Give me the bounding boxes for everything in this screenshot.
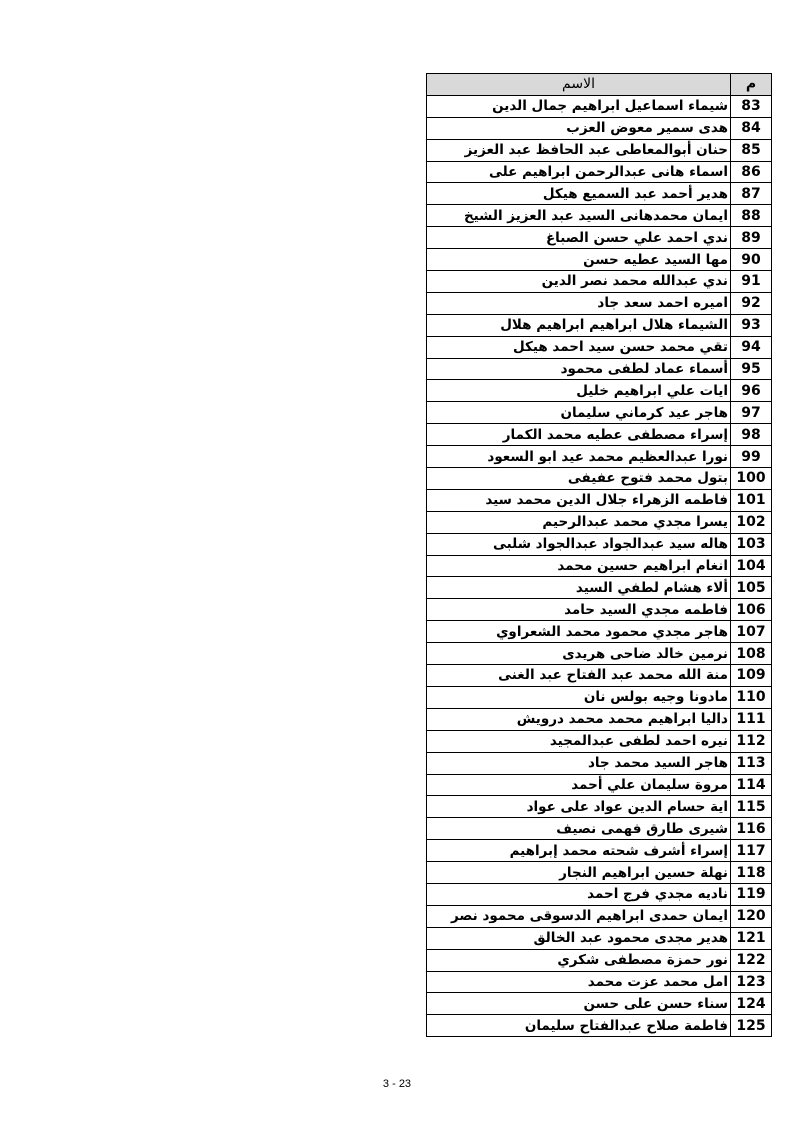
table-row [427,139,772,161]
row-number: 115 [731,796,772,818]
table-row [427,205,772,227]
row-name: شيماء اسماعيل ابراهيم جمال الدين [427,95,731,117]
row-number: 124 [731,993,772,1015]
row-name: فاطمة صلاح عبدالفتاح سليمان [427,1015,731,1037]
table-row [427,796,772,818]
row-name: داليا ابراهيم محمد محمد درويش [427,708,731,730]
table-row [427,336,772,358]
row-name: اية حسام الدين عواد على عواد [427,796,731,818]
row-number: 95 [731,358,772,380]
row-name: نهلة حسين ابراهيم النجار [427,862,731,884]
table-row [427,883,772,905]
table-row [427,927,772,949]
row-number: 92 [731,292,772,314]
table-row [427,95,772,117]
table-row [427,730,772,752]
row-number: 86 [731,161,772,183]
row-name: سناء حسن على حسن [427,993,731,1015]
row-number: 120 [731,905,772,927]
row-number: 91 [731,271,772,293]
row-name: نورا عبدالعظيم محمد عيد ابو السعود [427,446,731,468]
row-name: بتول محمد فتوح عفيفى [427,468,731,490]
row-name: فاطمه الزهراء جلال الدين محمد سيد [427,489,731,511]
row-number: 97 [731,402,772,424]
row-name: انغام ابراهيم حسين محمد [427,555,731,577]
table-row [427,949,772,971]
row-number: 111 [731,708,772,730]
row-name: منة الله محمد عبد الفتاح عبد الغنى [427,665,731,687]
table-row [427,227,772,249]
table-row [427,643,772,665]
table-row [427,161,772,183]
row-name: ناديه مجدي فرج احمد [427,883,731,905]
row-name: إسراء أشرف شحته محمد إبراهيم [427,840,731,862]
row-number: 121 [731,927,772,949]
row-name: يسرا مجدي محمد عبدالرحيم [427,511,731,533]
row-name: ايمان محمدهانى السيد عبد العزيز الشيخ [427,205,731,227]
table-row [427,489,772,511]
row-number: 117 [731,840,772,862]
row-number: 125 [731,1015,772,1037]
row-number: 98 [731,424,772,446]
row-number: 105 [731,577,772,599]
row-name: امل محمد عزت محمد [427,971,731,993]
row-number: 112 [731,730,772,752]
row-name: تقي محمد حسن سيد احمد هيكل [427,336,731,358]
row-number: 85 [731,139,772,161]
row-name: هاله سيد عبدالجواد عبدالجواد شلبى [427,533,731,555]
table-row [427,358,772,380]
table-row [427,577,772,599]
table-row [427,249,772,271]
table-row [427,818,772,840]
row-name: ألاء هشام لطفي السيد [427,577,731,599]
table-row [427,971,772,993]
row-name: نور حمزة مصطفى شكري [427,949,731,971]
row-number: 119 [731,883,772,905]
row-name: اميره احمد سعد جاد [427,292,731,314]
row-number: 114 [731,774,772,796]
header-number: م [731,74,772,96]
table-row [427,533,772,555]
table-row [427,117,772,139]
row-number: 100 [731,468,772,490]
row-number: 96 [731,380,772,402]
names-table [426,73,772,1037]
row-name: مادونا وجيه بولس نان [427,686,731,708]
row-name: ايات علي ابراهيم خليل [427,380,731,402]
table-row [427,621,772,643]
table-row [427,314,772,336]
row-name: اسماء هانى عبدالرحمن ابراهيم على [427,161,731,183]
row-number: 118 [731,862,772,884]
row-number: 109 [731,665,772,687]
row-name: الشيماء هلال ابراهيم ابراهيم هلال [427,314,731,336]
row-name: نيره احمد لطفى عبدالمجيد [427,730,731,752]
row-name: مها السيد عطيه حسن [427,249,731,271]
page-number: 3 - 23 [382,1078,412,1090]
table-row [427,686,772,708]
table-row [427,752,772,774]
table-row [427,1015,772,1037]
row-number: 83 [731,95,772,117]
row-name: هاجر عيد كرماني سليمان [427,402,731,424]
table-header-row [427,74,772,96]
row-number: 110 [731,686,772,708]
table-row [427,840,772,862]
row-number: 102 [731,511,772,533]
row-number: 84 [731,117,772,139]
row-number: 104 [731,555,772,577]
row-number: 101 [731,489,772,511]
table-row [427,862,772,884]
row-number: 106 [731,599,772,621]
row-name: حنان أبوالمعاطى عبد الحافظ عبد العزيز [427,139,731,161]
row-name: نرمين خالد ضاحى هريدى [427,643,731,665]
table-row [427,380,772,402]
table-row [427,271,772,293]
table-row [427,555,772,577]
header-name: الاسم [427,74,731,96]
row-name: مروة سليمان علي أحمد [427,774,731,796]
row-name: شيرى طارق فهمى نصيف [427,818,731,840]
table-row [427,905,772,927]
row-number: 99 [731,446,772,468]
row-number: 116 [731,818,772,840]
table-row [427,774,772,796]
row-name: ندي احمد علي حسن الصباغ [427,227,731,249]
table-row [427,708,772,730]
row-number: 87 [731,183,772,205]
row-name: هاجر السيد محمد جاد [427,752,731,774]
row-name: ندي عبدالله محمد نصر الدين [427,271,731,293]
table-row [427,468,772,490]
row-number: 89 [731,227,772,249]
names-table-container [426,73,771,1037]
row-number: 93 [731,314,772,336]
table-row [427,402,772,424]
table-row [427,511,772,533]
table-row [427,446,772,468]
row-name: أسماء عماد لطفى محمود [427,358,731,380]
table-row [427,424,772,446]
row-name: هاجر مجدي محمود محمد الشعراوي [427,621,731,643]
table-row [427,665,772,687]
row-number: 90 [731,249,772,271]
row-number: 107 [731,621,772,643]
row-name: فاطمه مجدي السيد حامد [427,599,731,621]
row-name: ايمان حمدى ابراهيم الدسوقى محمود نصر [427,905,731,927]
table-body [427,95,772,1036]
row-number: 88 [731,205,772,227]
row-number: 122 [731,949,772,971]
row-number: 108 [731,643,772,665]
row-name: هدير مجدى محمود عبد الخالق [427,927,731,949]
table-row [427,599,772,621]
row-name: إسراء مصطفى عطيه محمد الكمار [427,424,731,446]
row-name: هدى سمير معوض العزب [427,117,731,139]
row-number: 113 [731,752,772,774]
table-row [427,993,772,1015]
table-row [427,292,772,314]
table-row [427,183,772,205]
row-number: 103 [731,533,772,555]
row-number: 94 [731,336,772,358]
row-name: هدير أحمد عبد السميع هيكل [427,183,731,205]
row-number: 123 [731,971,772,993]
